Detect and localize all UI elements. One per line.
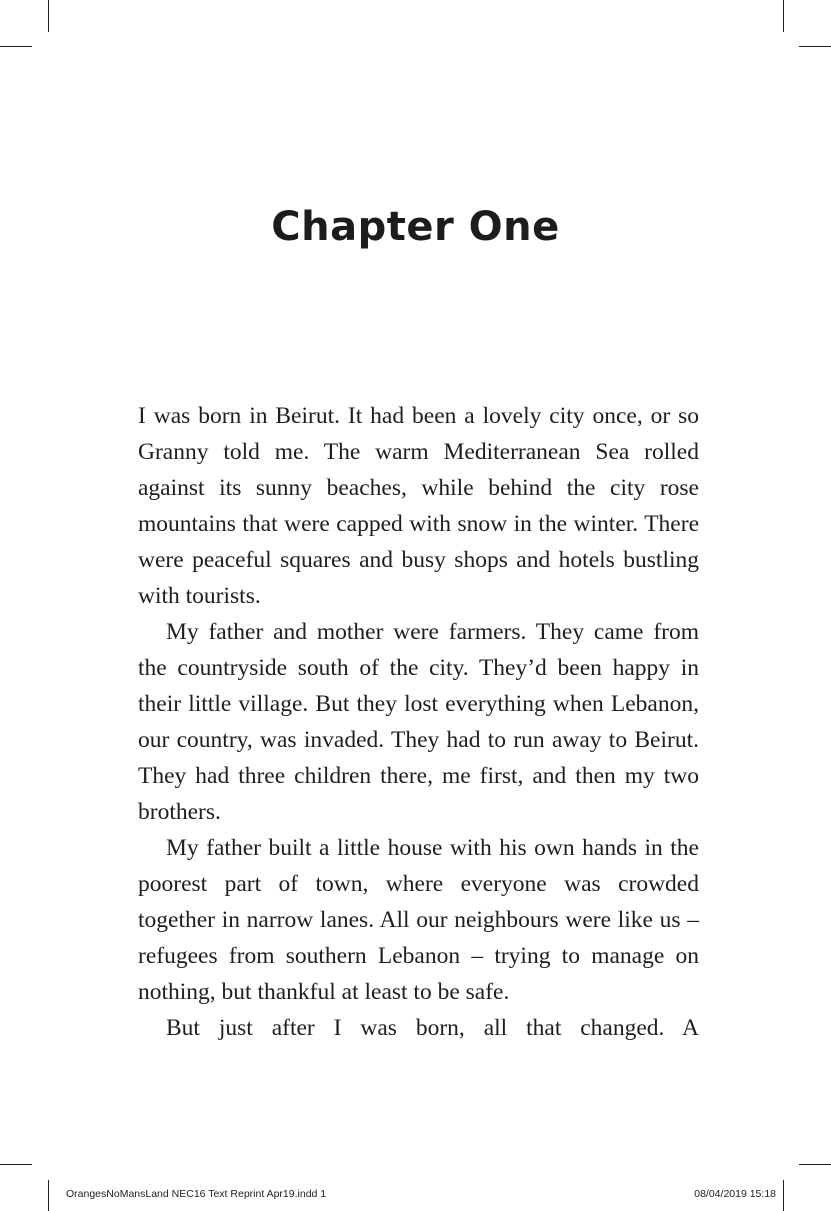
paragraph: My father and mother were farmers. They came from the countryside south of the city. They’d been happy in their little village. But they lost everything when Lebanon, our country, was invaded. They had to run away to Beirut. They had three children there, me first, and then my two brothers. [138, 619, 699, 825]
paragraph: But just after I was born, all that changed. A [166, 1015, 699, 1041]
slug-date-time: 08/04/2019 15:18 [694, 1188, 776, 1200]
paragraph: My father built a little house with his own hands in the poorest part of town, where everyone was crowded together in narrow lanes. All our neighbours were like us – refugees from southern Lebanon – trying to manage on nothing, but thankful at least to be safe. [138, 835, 699, 1005]
crop-mark-top-left-vertical [48, 0, 49, 32]
body-text [138, 398, 699, 1046]
crop-mark-bottom-left-horizontal [0, 1164, 32, 1165]
crop-mark-top-left-horizontal [0, 46, 32, 47]
slug-file-name: OrangesNoMansLand NEC16 Text Reprint Apr19.indd 1 [66, 1188, 327, 1200]
crop-mark-top-right-horizontal [799, 46, 831, 47]
crop-mark-top-right-vertical [783, 0, 784, 32]
crop-mark-bottom-left-vertical [48, 1180, 49, 1211]
chapter-title: Chapter One [271, 204, 560, 250]
paragraph: I was born in Beirut. It had been a lovely city once, or so Granny told me. The warm Mediterranean Sea rolled against its sunny beaches, while behind the city rose mountains that were capped with snow in the winter. There were peaceful squares and busy shops and hotels bustling with tourists. [138, 403, 699, 609]
crop-mark-bottom-right-horizontal [799, 1164, 831, 1165]
crop-mark-bottom-right-vertical [783, 1180, 784, 1211]
